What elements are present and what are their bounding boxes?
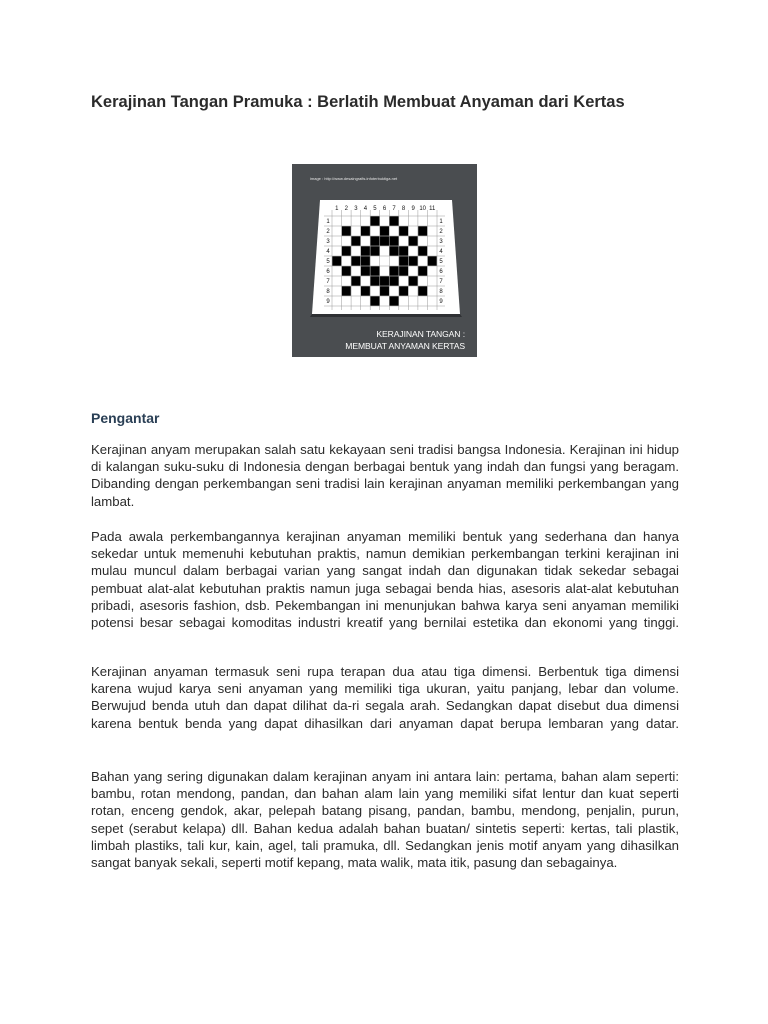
row-number-left: 9 [326, 299, 330, 305]
column-number: 7 [392, 206, 396, 212]
paragraph-3: Kerajinan anyaman termasuk seni rupa terapan dua atau tiga dimensi. Berbentuk tiga dimensi karena wujud karya seni anyaman yang memiliki tiga ukuran, yaitu panjang, lebar dan volume. Berwujud benda utuh dan dapat dilihat da-ri segala arah. Sedangkan dapat disebut dua dimensi karena bentuk benda yang dapat dihasilkan dari anyaman dapat berupa lembaran yang datar. [91, 664, 679, 731]
weave-cell-filled [332, 256, 341, 265]
weave-cell-filled [370, 216, 379, 225]
weave-cell-filled [361, 266, 370, 275]
paragraph-4: Bahan yang sering digunakan dalam kerajinan anyam ini antara lain: pertama, bahan alam seperti: bambu, rotan mendong, pandan, dan bahan alam lain yang memiliki sifat lentur dan kuat seperti rotan, enceng gendok, akar, pelepah batang pisang, pandan, bambu, mendong, penjalin, purun, sepet (serabut kelapa) dll. Bahan kedua adalah bahan buatan/ sintetis seperti: kertas, tali plastik, limbah plastiks, tali kur, kain, agel, tali pramuka, dll. Sedangkan jenis motif anyam yang dihasilkan sangat banyak sekali, seperti motif kepang, mata walik, mata itik, pasung dan sebagainya. [91, 769, 679, 871]
row-number-left: 2 [326, 229, 330, 235]
row-number-left: 3 [326, 239, 330, 245]
weave-cell-filled [380, 286, 389, 295]
paragraph-2: Pada awala perkembangannya kerajinan anyaman memiliki bentuk yang sederhana dan hanya sekedar untuk memenuhi kebutuhan praktis, namun demikian perkembangan terkini kerajinan ini mulau muncul dalam berbagai varian yang sangat indah dan digunakan tidak sekedar sebagai pembuat alat-alat kebutuhan praktis namun juga sebagai benda hias, asesoris alat-alat kebutuhan pribadi, asesoris fashion, dsb. Pekembangan ini menunjukan bahwa karya seni anyaman memiliki potensi besar sebagai komoditas industri kreatif yang bernilai estetika dan ekonomi yang tinggi. [91, 529, 679, 631]
weave-cell-filled [409, 256, 418, 265]
row-number-right: 9 [439, 299, 443, 305]
column-number: 11 [429, 206, 436, 212]
row-number-right: 3 [439, 239, 443, 245]
column-number: 3 [354, 206, 358, 212]
section-heading: Pengantar [91, 410, 160, 426]
row-number-left: 1 [326, 219, 330, 225]
row-number-left: 4 [326, 249, 330, 255]
row-number-right: 2 [439, 229, 443, 235]
article-title: Kerajinan Tangan Pramuka : Berlatih Membuat Anyaman dari Kertas [91, 93, 625, 111]
weave-cell-filled [370, 236, 379, 245]
paragraph-1: Kerajinan anyam merupakan salah satu kekayaan seni tradisi bangsa Indonesia. Kerajinan ini hidup di kalangan suku-suku di Indonesia dengan berbagai bentuk yang indah dan fungsi yang beragam. Dibanding dengan perkembangan seni tradisi lain kerajinan anyaman memiliki perkembangan yang lambat. [91, 442, 679, 509]
column-number: 4 [363, 206, 368, 212]
weave-cell-filled [370, 296, 379, 305]
column-number: 6 [382, 206, 387, 212]
weave-cell-filled [390, 296, 399, 305]
weave-cell-filled [342, 246, 351, 255]
weaving-figure [292, 164, 477, 357]
column-number: 9 [411, 206, 415, 212]
column-number: 2 [344, 206, 348, 212]
column-number: 10 [419, 206, 427, 212]
weave-cell-filled [361, 286, 370, 295]
weave-cell-filled [390, 266, 399, 275]
weave-cell-filled [370, 266, 379, 275]
weave-cell-filled [351, 276, 360, 285]
weave-cell-filled [428, 256, 437, 265]
figure-caption-line1: KERAJINAN TANGAN : [376, 329, 465, 339]
weave-cell-filled [418, 226, 427, 235]
weave-cell-filled [399, 266, 408, 275]
weave-cell-filled [390, 236, 399, 245]
weave-cell-filled [370, 246, 379, 255]
weave-cell-filled [361, 226, 370, 235]
row-number-right: 1 [439, 219, 443, 225]
weave-cell-filled [390, 246, 399, 255]
weave-cell-filled [399, 286, 408, 295]
weave-cell-filled [390, 276, 399, 285]
column-number: 5 [373, 206, 377, 212]
row-number-left: 7 [326, 279, 330, 285]
row-number-right: 5 [439, 259, 443, 265]
weave-cell-filled [342, 266, 351, 275]
weave-cell-filled [361, 246, 370, 255]
weave-cell-filled [409, 276, 418, 285]
weave-cell-filled [399, 246, 408, 255]
weave-cell-filled [409, 236, 418, 245]
weave-cell-filled [342, 286, 351, 295]
column-number: 1 [335, 206, 339, 212]
weave-cell-filled [418, 246, 427, 255]
paper-shadow [310, 314, 462, 317]
weave-cell-filled [351, 256, 360, 265]
weave-cell-filled [418, 286, 427, 295]
weave-cell-filled [380, 276, 389, 285]
weave-cell-filled [370, 276, 379, 285]
figure-caption-line2: MEMBUAT ANYAMAN KERTAS [345, 341, 465, 351]
row-number-right: 4 [439, 249, 443, 255]
row-number-left: 6 [326, 269, 330, 275]
weave-cell-filled [390, 216, 399, 225]
weave-cell-filled [399, 256, 408, 265]
weave-cell-filled [342, 226, 351, 235]
row-number-left: 5 [326, 259, 330, 265]
image-credit: image : http://www.desaingrafis.infoterbuktiga.net [310, 176, 398, 181]
column-number: 8 [401, 206, 406, 212]
weave-cell-filled [361, 256, 370, 265]
weave-cell-filled [351, 236, 360, 245]
weave-cell-filled [380, 226, 389, 235]
row-number-right: 7 [439, 279, 443, 285]
row-number-right: 6 [439, 269, 443, 275]
row-number-left: 8 [326, 289, 330, 295]
weave-cell-filled [380, 236, 389, 245]
weave-cell-filled [418, 266, 427, 275]
row-number-right: 8 [439, 289, 443, 295]
weave-cell-filled [399, 226, 408, 235]
